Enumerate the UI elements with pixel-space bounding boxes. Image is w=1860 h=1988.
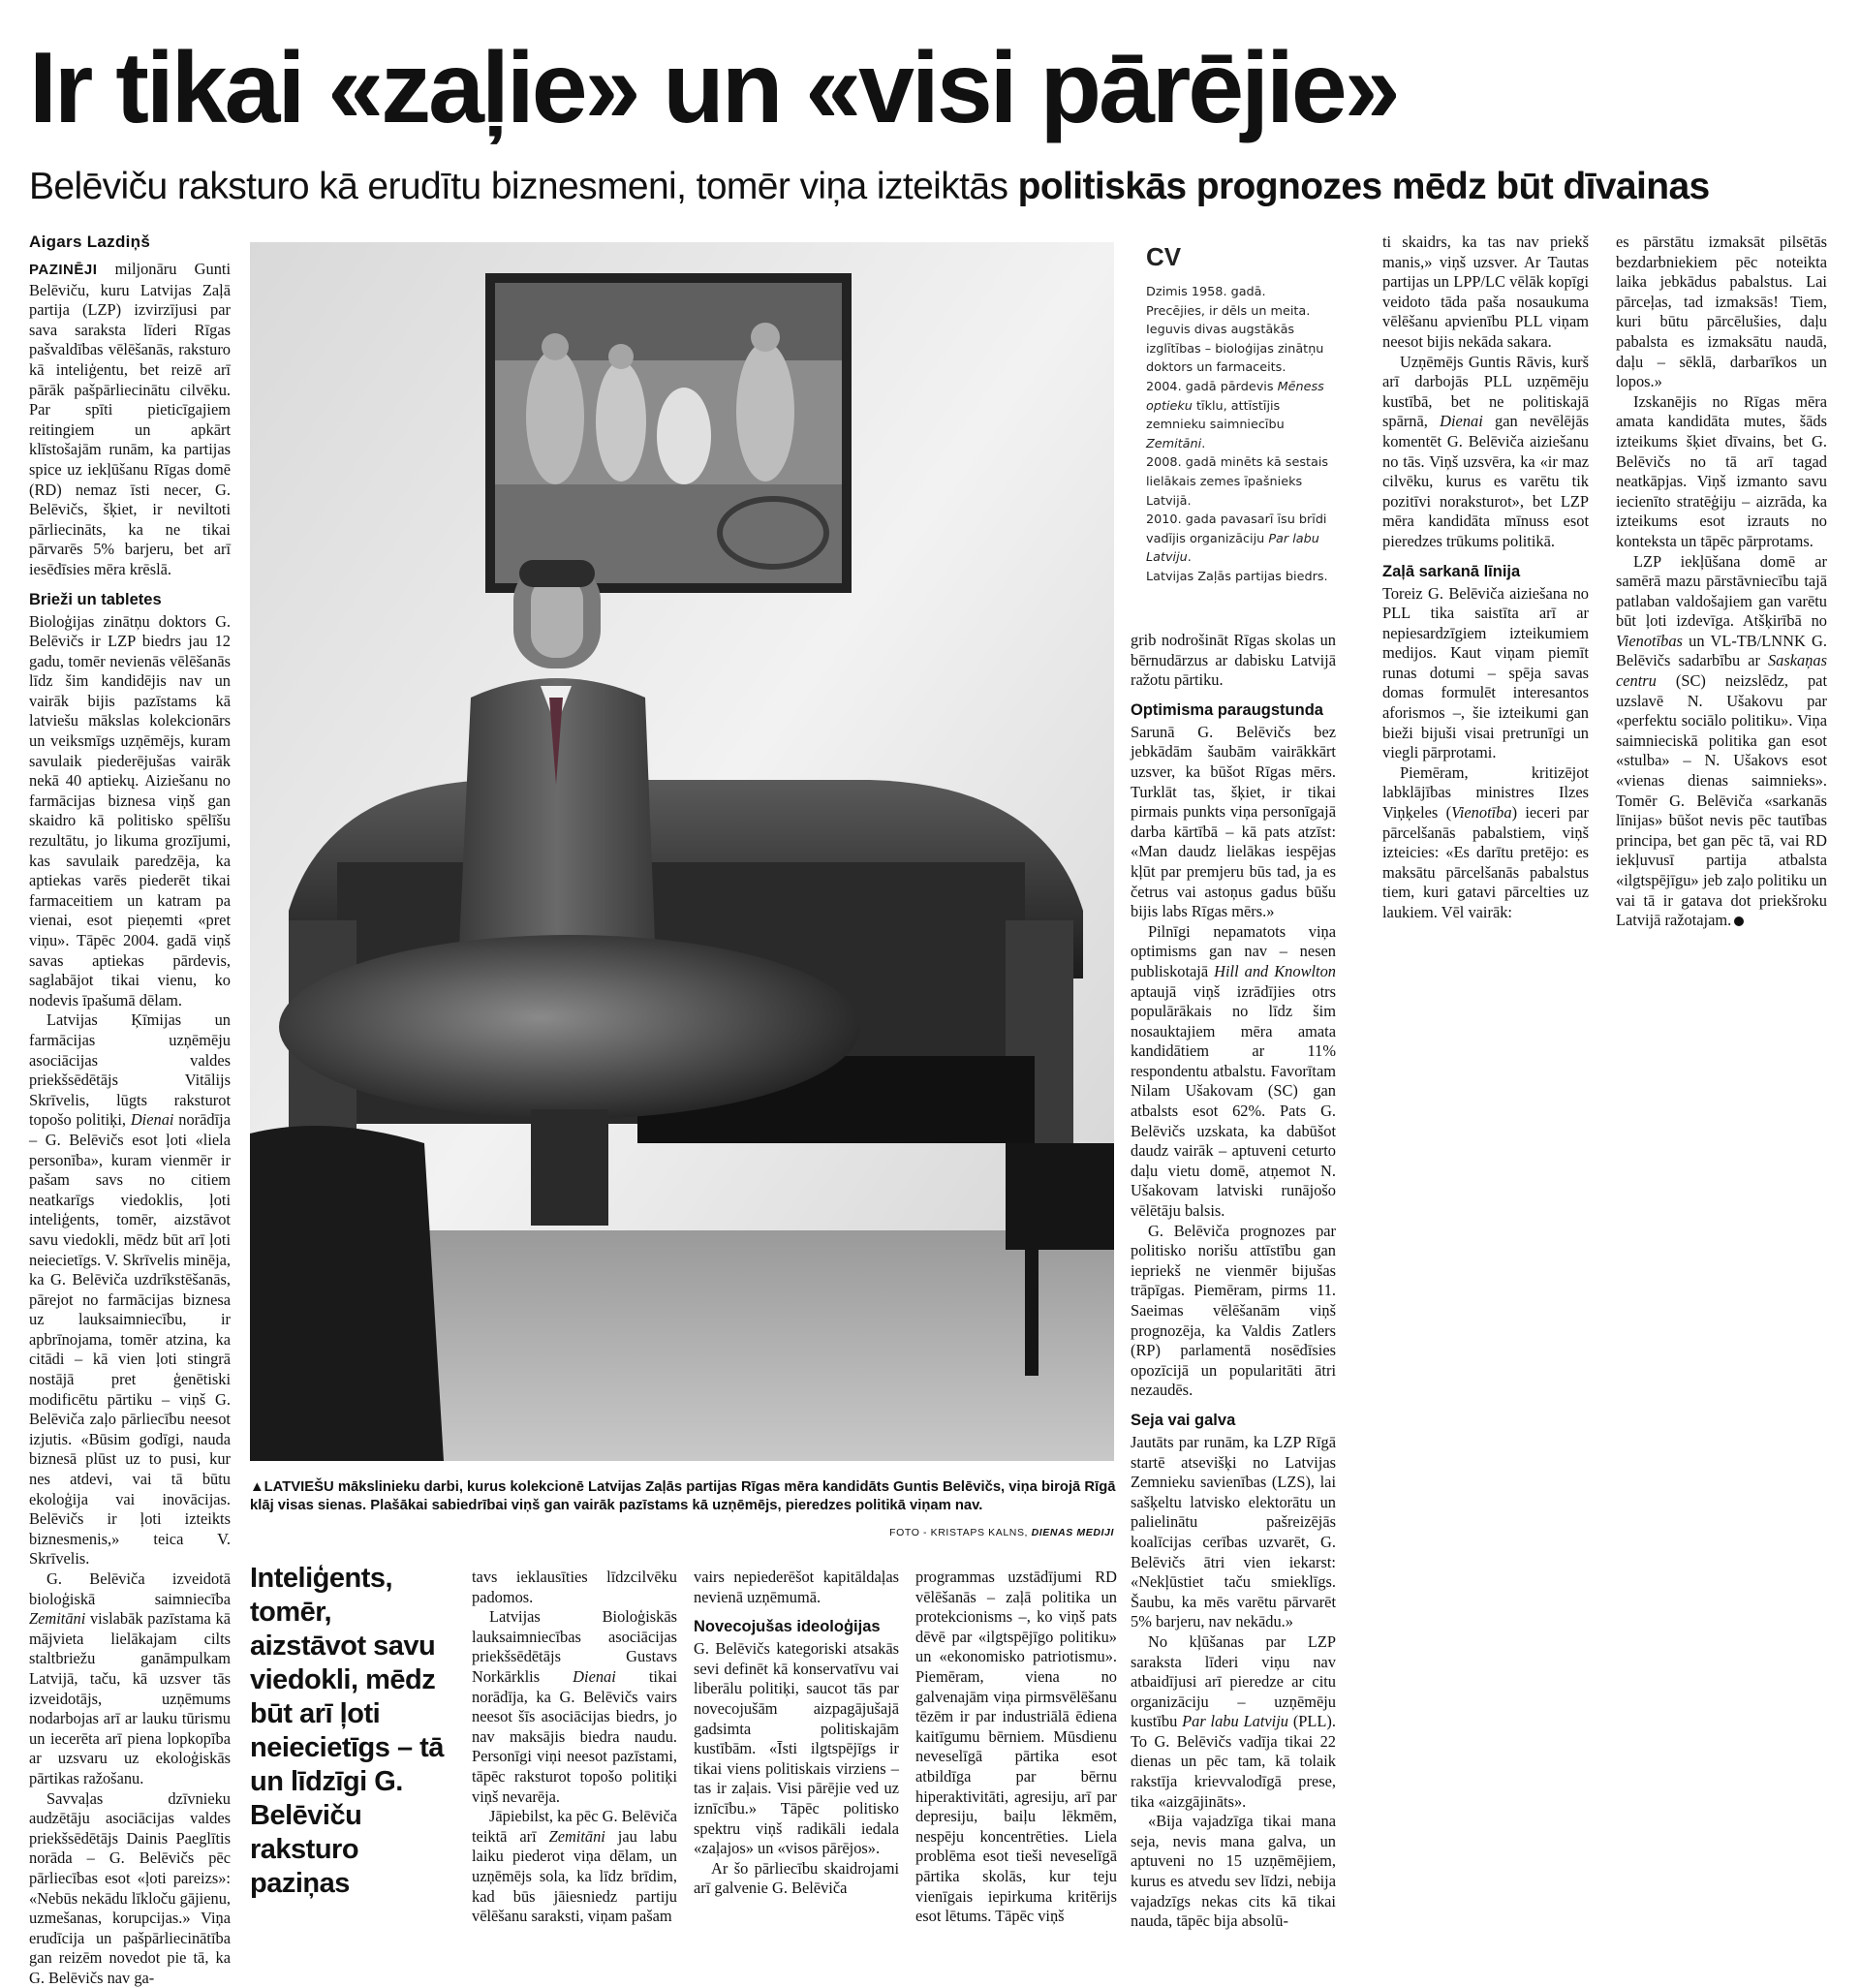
lead-paragraph [29, 260, 231, 580]
paragraph [1382, 763, 1589, 923]
text: aptaujā viņš izrādījies otrs populārākais no līdz šim nosauktajiem mēra amata kandidātiem ar 11% respondentu atbalstu. Favorītam Nilam Ušakovam (SC) gan atbalsts esot 62%. Pats G. Belēvičs uzskata, ka dabūšot daudz vairāk – aptuveni ceturto daļu vietu domē, atņemot N. Ušakovam latviski runājošo vēlētāju balsis. [1131, 981, 1336, 1221]
paragraph: Ar šo pārliecību skaidrojami arī galvenie G. Belēviča [694, 1858, 899, 1898]
pull-quote: Inteliģents, tomēr, aizstāvot savu viedokli, mēdz būt arī ļoti neiecietīgs – tā un līdzīgi G. Belēviču raksturo paziņas [250, 1563, 444, 1899]
italic-text: Par labu Latviju [1146, 531, 1319, 566]
paragraph: Savvaļas dzīvnieku audzētāju asociācijas valdes priekšsēdētājs Dainis Paeglītis norāda – G. Belēvičs pēc pārliecības esot «ļoti pareizs»: «Nebūs nekādu līkloču gājienu, uzmešanas, korupcijas.» Viņa erudīcija un pašpārliecinātība gan reizēm novedot pie tā, ka G. Belēvičs nav ga- [29, 1788, 231, 1987]
paragraph [472, 1807, 677, 1927]
column-1 [29, 260, 231, 1987]
text: 2004. gadā pārdevis [1146, 379, 1278, 394]
italic-text: Vienotība [1451, 803, 1512, 823]
text: norādīja – G. Belēvičs esot ļoti «liela personība», kuram vienmēr ir pašam savs no citiem neatkarīgs viedoklis, ļoti inteliģents, tomēr, aizstāvot savu viedokli, mēdz būt arī ļoti neiecietīgs. V. Skrīvelis minēja, ka G. Belēviča uzdrīkstēšanās, pārejot no farmācijas biznesa uz lauksaimniecību, ir apbrīnojama, tomēr atzina, ka citādi – kā vien ļoti stingrā nostājā pret ģenētiski modificētu pārtiku – viņš G. Belēviča zaļo pārliecību neesot izjutis. «Būsim godīgi, nauda biznesā plūst uz to pusi, kur nes atdevi, vai tā būtu ekoloģija vai inovācijas. Belēvičs ir ļoti izteikts biznesmenis,» teica V. Skrīvelis. [29, 1110, 231, 1569]
paragraph [1131, 922, 1336, 1222]
text: Jāpiebilst, ka pēc G. Belēviča teiktā arī [472, 1807, 677, 1846]
paragraph [29, 1010, 231, 1569]
text: tīklu, attīstījis zemnieku saimniecību [1146, 398, 1285, 433]
text: G. Belēviča izveidotā bioloģiskā saimniecība [29, 1569, 231, 1608]
text: LZP iekļūšana domē ar samērā mazu pārstāvniecību tajā patlaban valdošajiem gan varētu būt ļoti izdevīga. Atšķirībā no [1616, 551, 1827, 631]
text: un VL-TB/LNNK G. Belēvičs sadarbību ar [1616, 631, 1827, 670]
paragraph [1616, 552, 1827, 931]
cv-line: Latvijas Zaļās partijas biedrs. [1146, 569, 1328, 584]
column-c [915, 1568, 1117, 1926]
text: gan nevēlējās komentēt G. Belēviča aiziešanu no tās. Viņš uzsvēra, ka «ir maz cilvēku, kurus es varētu tik pozitīvi noraksturot», bet LZP mēra kandidāta mīnuss esot pieredzes trūkums politikā. [1382, 412, 1589, 550]
subheading-brieži: Brieži un tabletes [29, 590, 162, 608]
paragraph [472, 1607, 677, 1807]
paragraph: G. Belēviča prognozes par politisko norišu attīstību gan iepriekš ne vienmēr bijušas trāpīgas. Piemēram, pirms 11. Saeimas vēlēšanām viņš prognozēja, ka Valdis Zatlers (RP) parlamentā nosēdīsies opozīcijā un popularitāti ātri nezaudēs. [1131, 1221, 1336, 1400]
paragraph: Toreiz G. Belēviča aiziešana no PLL tika saistīta arī ar nepiesardzīgiem izteikumiem medijos. Kaut viņam piemīt runas dotumi – spēja savas domas formulēt interesantos aforismos –, šie izteikumi gan bieži bijuši visai pretrunīgi un viegli pārprotami. [1382, 583, 1589, 762]
paragraph: programmas uzstādījumi RD vēlēšanās – zaļā politika un protekcionisms –, ko viņš pats dēvē par «ilgtspējīgo politiku» un «ekonomisko patriotismu». Piemēram, viena no galvenajām viņa pirmsvēlēšanu tēzēm ir par industriālā ēdiena kaitīgumu bērniem. Mūsdienu neveselīgā pārtika esot atbildīga par bērnu hiperaktivitāti, agresiju, arī par depresiju, baiļu lēkmēm, nespēju koncentrēties. Liela problēma esot tieši neveselīgā pārtika skolās, kur teju vienīgais iepirkuma kritērijs esot lētums. Tāpēc viņš [915, 1568, 1117, 1926]
text: Latvijas Ķīmijas un farmācijas uzņēmēju asociācijas valdes priekšsēdētājs Vitālijs Skrīvelis, lūgts raksturot topošo politiķi, [29, 1010, 231, 1130]
byline: Aigars Lazdiņš [29, 233, 151, 251]
italic-text: Par labu Latviju [1182, 1712, 1288, 1731]
column-5 [1131, 631, 1336, 1931]
photo-caption: ▲LATVIEŠU mākslinieku darbi, kurus kolekcionē Latvijas Zaļās partijas Rīgas mēra kandidāts Guntis Belēvičs, viņa birojā Rīgā klāj visas sienas. Plašākai sabiedrībai viņš gan vairāk pazīstams kā uzņēmējs, pieredzes politikā viņam nav. [250, 1479, 1116, 1513]
italic-text: Dienai [1440, 412, 1483, 431]
column-7 [1616, 233, 1827, 949]
cv-line: Dzimis 1958. gadā. [1146, 285, 1266, 299]
cv-box [1146, 242, 1335, 587]
cv-line [1146, 378, 1335, 453]
text: tikai norādīja, ka G. Belēvičs vairs neesot šīs asociācijas biedrs, jo nav maksājis biedra naudu. Personīgi viņi neesot pazīstami, tāpēc raksturot topošo politiķi viņš nevarēja. [472, 1666, 677, 1806]
text: Pilnīgi nepamatots viņa optimisms gan nav – nesen publiskotajā [1131, 921, 1336, 980]
article-photo [250, 242, 1114, 1461]
text: 2010. gada pavasarī īsu brīdi vadījis organizāciju [1146, 513, 1327, 546]
text: (PLL). To G. Belēvičs vadīja tikai 22 dienas un pēc tam, kā tolaik rakstīja krievvalodīgā prese, tika «aizgājināts». [1131, 1712, 1336, 1811]
italic-text: Zemitāni [29, 1609, 86, 1629]
text: . [1201, 436, 1206, 451]
lead-text: miljonāru Gunti Belēviču, kuru Latvijas Zaļā partija (LZP) izvirzījusi par sava saraksta līderi Rīgas pašvaldības vēlēšanās, raksturo kā inteliģentu, bet reizē arī pārāk pašpārliecinātu cilvēku. Par spīti pieticīgajiem reitingiem un apkārt klīstošajām runām, ka partijas spice uz iekļūšanu Rīgas domē (RD) nemaz īsti necer, G. Belēvičs, šķiet, ir neviltoti pārliecināts, ka ne tikai pārvarēs 5% barjeru, bet arī iesēdīsies mēra krēslā. [29, 260, 231, 578]
subheading-ideologijas: Novecojušas ideoloģijas [694, 1618, 881, 1636]
credit-prefix: FOTO - KRISTAPS KALNS, [889, 1527, 1032, 1538]
cv-line: Ieguvis divas augstākās izglītības – bioloģijas zinātņu doktors un farmaceits. [1146, 323, 1324, 376]
italic-text: Hill and Knowlton [1214, 961, 1336, 980]
paragraph: «Bija vajadzīga tikai mana seja, nevis mana galva, un aptuveni no 15 uzņēmējiem, kurus es atvedu sev līdzi, nebija vajadzīgs nekas cits kā tikai nauda, tāpēc bija absolū- [1131, 1812, 1336, 1931]
paragraph: grib nodrošināt Rīgas skolas un bērnudārzus ar dabisku Latvijā ražotu pārtiku. [1131, 631, 1336, 690]
column-a [472, 1568, 677, 1926]
text: Piemēram, kritizējot labklājības ministres Ilzes Viņķeles ( [1382, 762, 1589, 823]
subheading-optimisma: Optimisma paraugstunda [1131, 700, 1323, 719]
cv-line: Precējies, ir dēls un meita. [1146, 303, 1311, 319]
paragraph: tavs ieklausīties līdzcilvēku padomos. [472, 1568, 677, 1606]
italic-text: Zemitāni [548, 1826, 605, 1846]
end-mark-icon [1734, 916, 1744, 926]
italic-text: Saskaņas centru [1616, 651, 1827, 691]
headline: Ir tikai «zaļie» un «visi pārējie» [29, 32, 1398, 144]
italic-text: Dienai [130, 1110, 174, 1130]
subhead-regular: Belēviču raksturo kā erudītu biznesmeni, tomēr viņa izteiktās [29, 166, 1018, 207]
paragraph: G. Belēvičs kategoriski atsakās sevi definēt kā konservatīvu vai liberālu politiķi, saucot tās par novecojušām aizpagājušajā gadsimta politiskajām kustībām. «Īsti ilgtspējīgs ir tikai viens politiskais virziens – tas ir zaļais. Visi pārējie ved uz iznīcību.» Tāpēc politisko spektru viņš radikāli iedala «zaļajos» un «visos pārējos». [694, 1639, 899, 1858]
paragraph [1131, 1632, 1336, 1812]
paragraph: ti skaidrs, ka tas nav priekš manis,» viņš uzsver. Ar Tautas partijas un LPP/LC vēlāk kopīgi veidoto tāda paša nosaukuma vēlēšanu apvienību PLL viņam neesot bijis nekāda sakara. [1382, 233, 1589, 351]
italic-text: Vienotības [1616, 631, 1683, 650]
text: (SC) neizslēdz, pat uzslavē N. Ušakovu par «perfektu sociālo politiku». Viņa saimnieciskā politika gan esot «stulba» – N. Ušakovs esot «vienas dienas saimnieks». Tomēr G. Belēviča «sarkanās līnijas» būšot nevis pēc tautības principa, bet gan pēc tā, vai RD iekļuvusī partija atbalsta «ilgtspējīgu» jeb zaļo politiku un vai tā ir gatava dot priekšroku Latvijā ražotajam. [1616, 671, 1827, 930]
italic-text: Dienai [573, 1666, 616, 1686]
text: ) ieceri par pārcelšanās pabalstiem, viņš izteicies: «Es darītu pretējo: es maksātu pārcelšanās pabalstus tiem, kuri gatavi pārcelties uz laukiem. Vēl vairāk: [1382, 803, 1589, 921]
text: vislabāk pazīstama kā mājvieta lielākajam cilts staltbriežu ganāmpulkam Latvijā, taču, kā uzsver tās izveidotājs, uzņēmums nodarbojas arī ar lauku tūrismu un iecerēta arī piena lopkopība ar uzsvaru uz ekoloģiskās pārtikas ražošanu. [29, 1609, 231, 1787]
subheading-sarkana-linija: Zaļā sarkanā līnija [1382, 562, 1521, 580]
text: Latvijas Bioloģiskās lauksaimniecības asociācijas priekšsēdētājs Gustavs Norkārklis [472, 1607, 677, 1686]
paragraph: es pārstātu izmaksāt pilsētās bezdarbniekiem pēc noteikta laika jebkādus pabalstus. Lai pārceļas, tad izmaksās! Tiem, kuri būtu pārcēlušies, daļu pabalsta es izmaksātu naudā, daļu – sēklā, darbarīkos un lopos.» [1616, 233, 1827, 391]
paragraph [1382, 353, 1589, 552]
paragraph: Jautāts par runām, ka LZP Rīgā startē atsevišķi no Latvijas Zemnieku savienības (LZS), lai sašķeltu latvisko elektorātu un palielinātu pašreizējās koalīcijas cerības uzvarēt, G. Belēvičs ātri vien iekarst: «Nekļūstiet taču smieklīgs. Šaubu, ka mēs varētu pārvarēt 5% barjeru, nav nekādu.» [1131, 1432, 1336, 1631]
text: . [1187, 550, 1192, 566]
cv-line [1146, 511, 1335, 568]
italic-text: Zemitāni [1146, 436, 1202, 451]
lead-word: PAZINĒJI [29, 262, 98, 278]
subhead [29, 163, 1831, 211]
paragraph: Izskanējis no Rīgas mēra amata kandidāta mutes, šāds izteikums šķiet dīvains, bet G. Belēvičs no tā arī tagad neatkāpjas. Viņš izmanto savu iecienīto stratēģiju – aizrāda, ka izteikums esot izrauts no konteksta un tāpēc pārprotams. [1616, 391, 1827, 550]
text: jau labu laiku piederot viņa dēlam, un uzņēmējs sola, ka līdz brīdim, kad būs jāiesniedz partiju vēlēšanu saraksti, viņam pašam [472, 1826, 677, 1926]
cv-line: 2008. gadā minēts kā sestais lielākais zemes īpašnieks Latvijā. [1146, 455, 1329, 509]
subhead-bold: politiskās prognozes mēdz būt dīvainas [1017, 166, 1710, 207]
paragraph: Bioloģijas zinātņu doktors G. Belēvičs ir LZP biedrs jau 12 gadu, tomēr nevienās vēlēšanās līdz šim kandidējis nav un vairāk bijis pazīstams kā latviešu mākslas kolekcionārs un veiksmīgs uzņēmējs, kuram savulaik piederējušas vairāk nekā 40 aptiekų. Aiziešanu no farmācijas biznesa viņš gan skaidro kā politisko spēlīšu rezultātu, jo likuma grozījumi, kas savulaik paredzēja, ka aptiekas varēs piederēt tikai farmaceitiem un katram pa vienai, esot pieņemti «pret viņu». Tāpēc 2004. gadā viņš savas aptiekas pārdevis, saglabājot tikai vienu, ko nodevis īpašumā dēlam. [29, 611, 231, 1010]
photo-illustration [250, 242, 1114, 1461]
paragraph: Sarunā G. Belēvičs bez jebkādām šaubām vairākkārt uzsver, ka būšot Rīgas mērs. Turklāt tas, šķiet, ir tikai pirmais punkts viņa personīgajā darba kārtībā – kā pats atzīst: «Man daudz lielākas iespējas kļūt par premjeru būs tad, ja es četrus vai astoņus gadus būšu bijis labs Rīgas mērs.» [1131, 722, 1336, 921]
italic-text: Mēness optieku [1146, 379, 1324, 414]
photo-credit [250, 1527, 1114, 1538]
text: No kļūšanas par LZP saraksta līderi viņu nav atbaidījusi arī pieredze ar citu organizāciju – uzņēmēju kustību [1131, 1631, 1336, 1731]
text: Uzņēmējs Guntis Rāvis, kurš arī darbojās PLL uzņēmēju kustībā, bet ne politiskajā spārnā, [1382, 352, 1589, 431]
column-b [694, 1568, 899, 1916]
cv-title: CV [1146, 242, 1182, 271]
paragraph: vairs nepiederēšot kapitāldaļas nevienā uzņēmumā. [694, 1568, 899, 1606]
column-6 [1382, 233, 1589, 930]
paragraph [29, 1569, 231, 1789]
credit-source: DIENAS MEDIJI [1031, 1527, 1114, 1538]
subheading-seja: Seja vai galva [1131, 1411, 1236, 1429]
